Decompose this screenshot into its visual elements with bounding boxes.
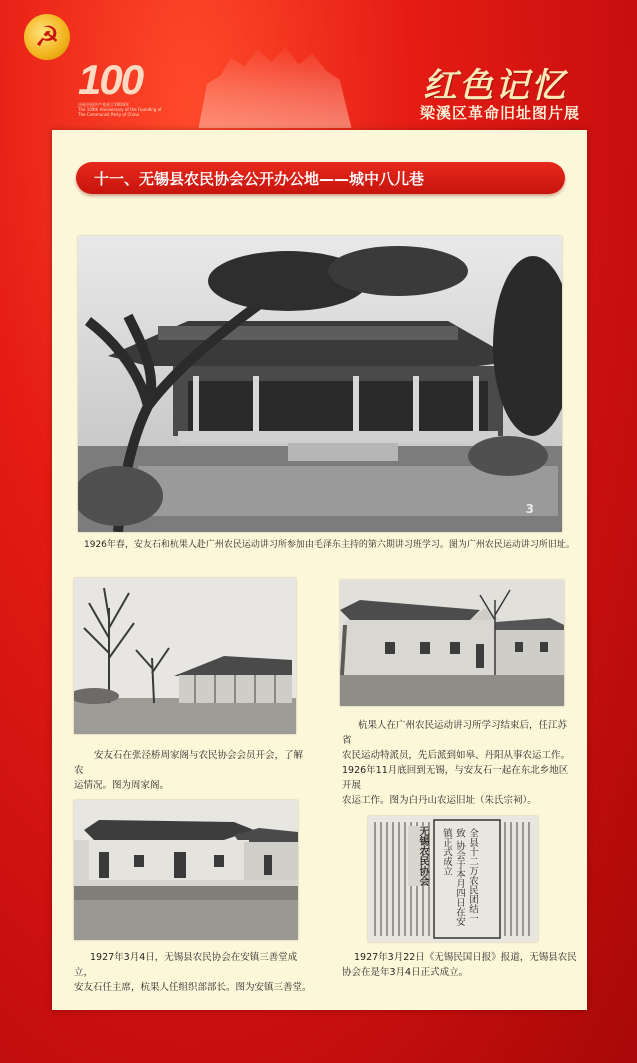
centenary-number: 100 [78,56,143,103]
photo-baidanshan-ancestral-hall [340,580,564,706]
caption-guangzhou-institute: 1926年春，安友石和杭果人赴广州农民运动讲习所参加由毛泽东主持的第六期讲习班学习。图为广州农民运动讲习所旧址。 [84,540,575,550]
newspaper-headline: 无锡农民协会 [408,826,428,886]
photo-newspaper-clipping [368,816,538,942]
header [0,0,637,130]
section-banner [76,162,565,194]
section-title: 十一、无锡县农民协会公开办公地——城中八儿巷 [94,170,425,188]
party-emblem-icon: ☭ [24,14,70,60]
newspaper-text: 全县十二万农民团结一致 协会于本月四日在安镇正式成立 [441,828,478,927]
caption-zhoujia-pavilion: 安友石在张泾桥周家阁与农民协会会员开会，了解农 运情况。图为周家阁。 [74,750,304,791]
caption-anzhen-sanshan-hall: 1927年3月4日，无锡县农民协会在安镇三善堂成立， 安友石任主席，杭果人任组织部部长。图为安镇三善堂。 [74,952,312,993]
caption-newspaper-clipping: 1927年3月22日《无锡民国日报》报道，无锡县农民 协会在是年3月4日正式成立。 [342,952,577,978]
photo-anzhen-sanshan-hall [74,800,298,940]
series-title: 红色记忆 [423,66,567,106]
photo-zhoujia-pavilion [74,578,296,734]
centenary-badge [78,56,164,117]
series-subtitle: 梁溪区革命旧址图片展 [419,104,580,122]
photo-number: 3 [525,502,534,516]
caption-baidanshan-ancestral-hall: 杭果人在广州农民运动讲习所学习结束后，任江苏省 农民运动特派员，先后派到如皋、丹阳从事农运工作。 1926年11月底回到无锡，与安友石一起在东北乡地区开展 农运工作。图为白丹山农运旧址（朱氏宗祠）。 [342,720,571,806]
centenary-caption: 庆祝中国共产党成立100周年 The 100th Anniversary of the Founding of The Communist Party of China [78,102,162,117]
revolutionary-statue-icon [190,40,360,128]
photo-guangzhou-institute [78,236,562,532]
